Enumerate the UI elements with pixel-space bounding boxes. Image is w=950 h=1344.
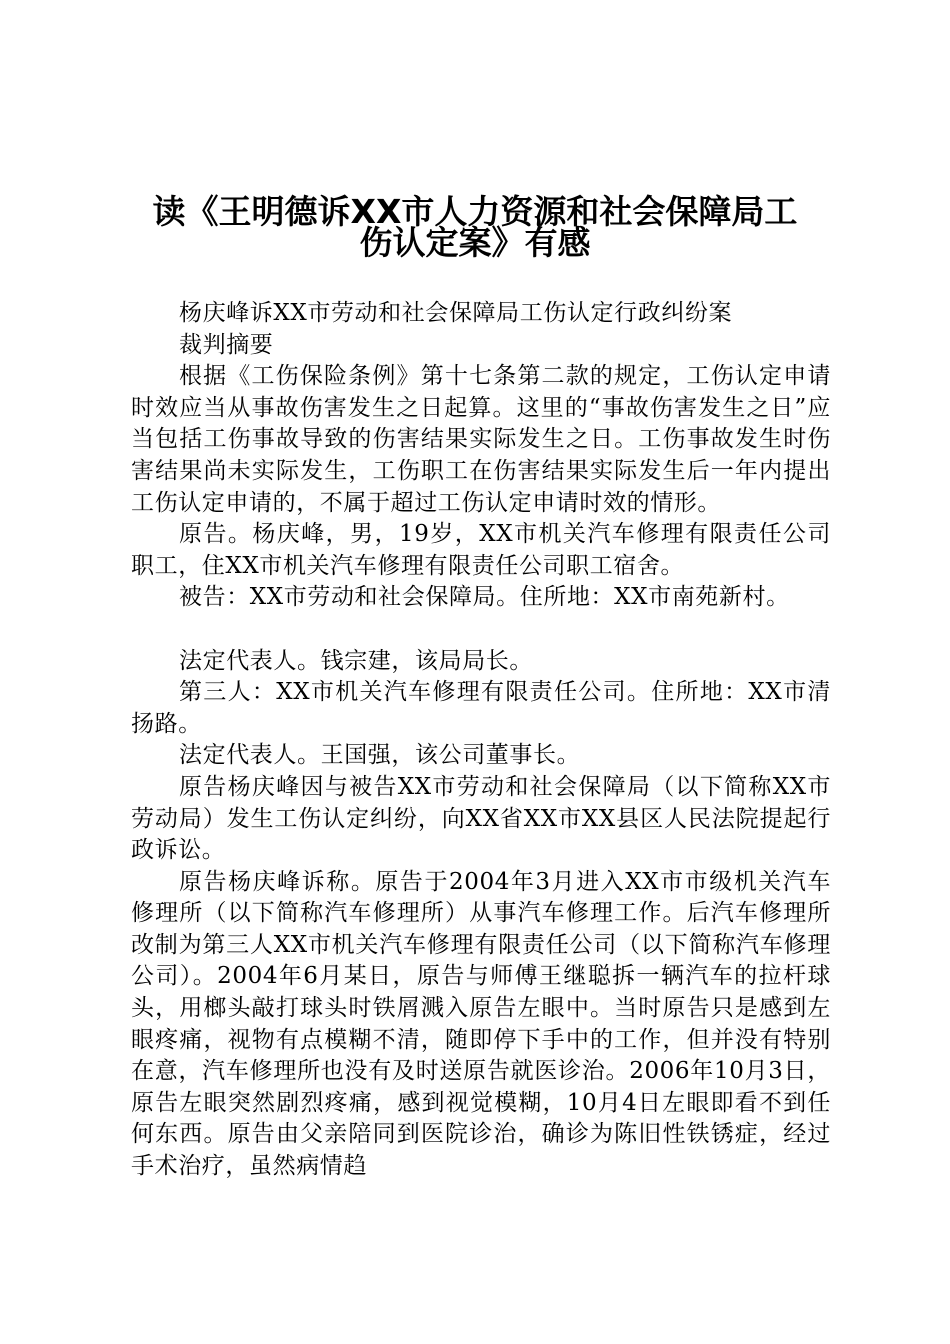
plaintiff-paragraph: 原告。杨庆峰，男，19岁，XX市机关汽车修理有限责任公司职工，住XX市机关汽车修理有限责任公司职工宿舍。 <box>131 521 831 579</box>
third-party-paragraph: 第三人：XX市机关汽车修理有限责任公司。住所地：XX市清扬路。 <box>131 679 831 737</box>
document-body <box>131 298 831 1183</box>
defendant-representative-paragraph: 法定代表人。钱宗建，该局局长。 <box>179 647 533 674</box>
plaintiff-claim-paragraph: 原告杨庆峰诉称。原告于2004年3月进入XX市市级机关汽车修理所（以下简称汽车修理所）从事汽车修理工作。后汽车修理所改制为第三人XX市机关汽车修理有限责任公司（以下简称汽车修理公司）。2004年6月某日，原告与师傅王继聪拆一辆汽车的拉杆球头，用榔头敲打球头时铁屑溅入原告左眼中。当时原告只是感到左眼疼痛，视物有点模糊不清，随即停下手中的工作，但并没有特别在意，汽车修理所也没有及时送原告就医诊治。2006年10月3日，原告左眼突然剧烈疼痛，感到视觉模糊，10月4日左眼即看不到任何东西。原告由父亲陪同到医院诊治，确诊为陈旧性铁锈症，经过手术治疗，虽然病情趋 <box>131 868 831 1180</box>
defendant-paragraph: 被告：XX市劳动和社会保障局。住所地：XX市南苑新村。 <box>179 584 790 611</box>
lawsuit-paragraph: 原告杨庆峰因与被告XX市劳动和社会保障局（以下简称XX市劳动局）发生工伤认定纠纷，向XX省XX市XX县区人民法院提起行政诉讼。 <box>131 773 831 864</box>
case-heading: 杨庆峰诉XX市劳动和社会保障局工伤认定行政纠纷案 <box>179 300 733 326</box>
document-title-line-1: 读《王明德诉XX市人力资源和社会保障局工 <box>152 192 798 231</box>
third-party-representative-paragraph: 法定代表人。王国强，该公司董事长。 <box>179 742 581 769</box>
document-title-line-2: 伤认定案》有感 <box>359 223 591 262</box>
summary-paragraph: 根据《工伤保险条例》第十七条第二款的规定，工伤认定申请时效应当从事故伤害发生之日起算。这里的“事故伤害发生之日”应当包括工伤事故导致的伤害结果实际发生之日。工伤事故发生时伤害结果尚未实际发生，工伤职工在伤害结果实际发生后一年内提出工伤认定申请的，不属于超过工伤认定申请时效的情形。 <box>131 363 831 516</box>
summary-heading: 裁判摘要 <box>179 331 274 358</box>
